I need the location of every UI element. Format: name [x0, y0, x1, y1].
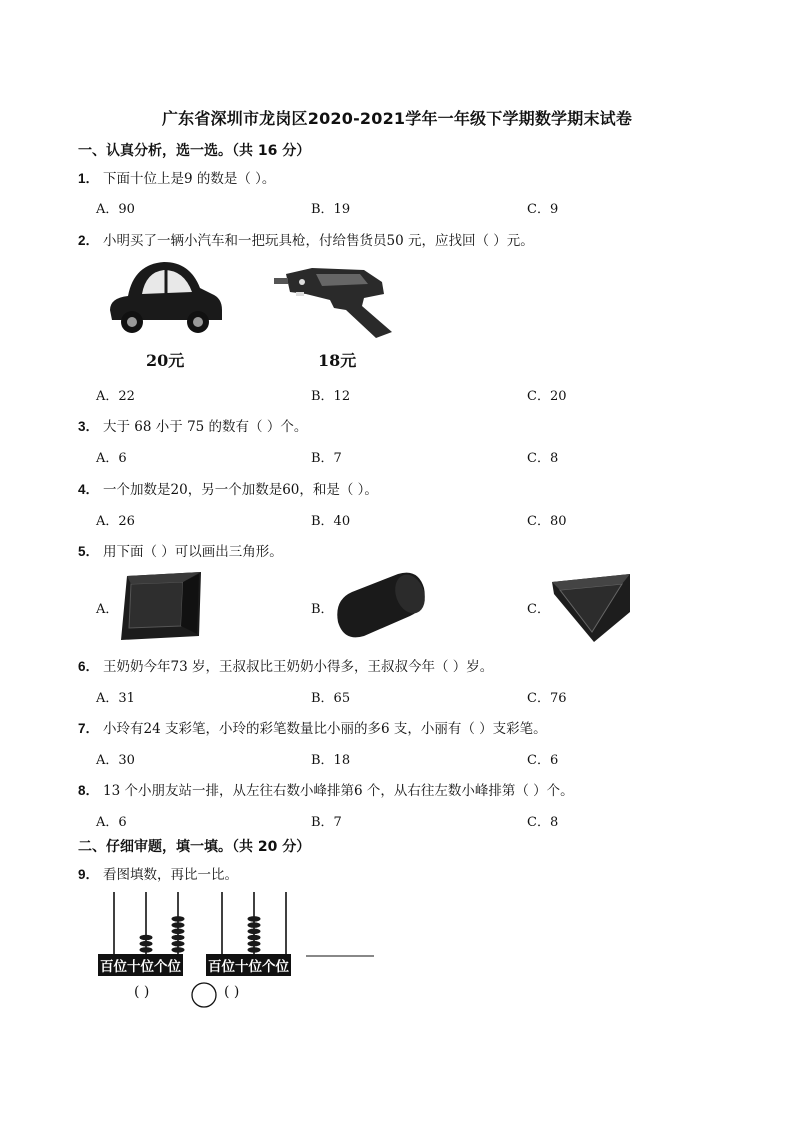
- question-text: 用下面（ ）可以画出三角形。: [103, 544, 283, 560]
- section-heading-2: 二、仔细审题，填一填。（共 20 分）: [78, 839, 311, 855]
- question-text: 大于 68 小于 75 的数有（ ）个。: [103, 419, 308, 435]
- option-b: B．65: [311, 691, 351, 706]
- question-text: 下面十位上是9 的数是（ ）。: [103, 171, 276, 187]
- abacus-bead: [248, 935, 261, 941]
- question-7: [78, 717, 547, 737]
- question-number: 6．: [78, 659, 100, 674]
- option-c: C．9: [527, 202, 559, 217]
- question-4: [78, 478, 378, 498]
- option-a: A．31: [96, 691, 135, 706]
- option-c: C．76: [527, 691, 567, 706]
- option-a: A．6: [96, 815, 127, 830]
- option-a: A．: [96, 602, 119, 617]
- question-number: 7．: [78, 721, 100, 736]
- car-price-label: 20元: [146, 351, 185, 370]
- option-c: C．8: [527, 815, 559, 830]
- abacus-left: [98, 890, 194, 956]
- question-6: [78, 655, 493, 675]
- abacus-place-label-right: 百位十位个位: [206, 954, 291, 976]
- abacus-bead: [248, 916, 261, 922]
- question-8: [78, 779, 574, 799]
- toy-car-icon: [106, 258, 226, 338]
- option-a: A．90: [96, 202, 135, 217]
- abacus-bead: [172, 947, 185, 953]
- abacus-bead: [248, 929, 261, 935]
- option-b: B．: [311, 602, 334, 617]
- option-c: C．8: [527, 451, 559, 466]
- question-5: [78, 540, 283, 560]
- option-a: A．26: [96, 514, 135, 529]
- abacus-bead: [172, 941, 185, 947]
- option-c: C．20: [527, 389, 567, 404]
- option-c: C．80: [527, 514, 567, 529]
- question-text: 一个加数是20，另一个加数是60，和是（ ）。: [103, 482, 378, 498]
- question-text: 小明买了一辆小汽车和一把玩具枪，付给售货员50 元，应找回（ ）元。: [103, 233, 534, 249]
- page-title: 广东省深圳市龙岗区2020-2021学年一年级下学期数学期末试卷: [161, 109, 633, 128]
- toy-gun-icon: [272, 264, 396, 342]
- question-2: [78, 229, 534, 249]
- question-9: [78, 863, 238, 883]
- option-b: B．40: [311, 514, 351, 529]
- abacus-place-label-left: 百位十位个位: [98, 954, 183, 976]
- option-b: B．12: [311, 389, 351, 404]
- abacus-bead: [140, 947, 153, 953]
- abacus-bead: [140, 941, 153, 947]
- question-number: 4．: [78, 482, 100, 497]
- question-text: 13 个小朋友站一排，从左往右数小峰排第6 个，从右往左数小峰排第（ ）个。: [103, 783, 574, 799]
- answer-blank-line: [306, 954, 376, 958]
- abacus-bead: [172, 935, 185, 941]
- question-number: 8．: [78, 783, 100, 798]
- abacus-bead: [248, 922, 261, 928]
- section-heading-1: 一、认真分析，选一选。（共 16 分）: [78, 143, 311, 159]
- question-number: 9．: [78, 867, 100, 882]
- option-a: A．6: [96, 451, 127, 466]
- question-number: 3．: [78, 419, 100, 434]
- answer-blank-right[interactable]: ( ): [224, 984, 240, 1000]
- triangular-prism-icon: [550, 570, 634, 644]
- abacus-bead: [172, 922, 185, 928]
- question-text: 看图填数，再比一比。: [103, 867, 239, 883]
- option-b: B．19: [311, 202, 351, 217]
- question-number: 1．: [78, 171, 100, 186]
- option-a: A．30: [96, 753, 135, 768]
- option-c: C．6: [527, 753, 559, 768]
- question-text: 小玲有24 支彩笔，小玲的彩笔数量比小丽的多6 支，小丽有（ ）支彩笔。: [103, 721, 547, 737]
- abacus-bead: [248, 941, 261, 947]
- question-number: 2．: [78, 233, 100, 248]
- compare-circle-icon[interactable]: [190, 981, 218, 1009]
- answer-blank-left[interactable]: ( ): [134, 984, 150, 1000]
- question-3: [78, 415, 307, 435]
- abacus-bead: [172, 929, 185, 935]
- abacus-bead: [248, 947, 261, 953]
- question-number: 5．: [78, 544, 100, 559]
- option-b: B．7: [311, 451, 342, 466]
- question-1: [78, 167, 275, 187]
- abacus-bead: [172, 916, 185, 922]
- option-c: C．: [527, 602, 550, 617]
- question-text: 王奶奶今年73 岁，王叔叔比王奶奶小得多，王叔叔今年（ ）岁。: [103, 659, 494, 675]
- cube-icon: [119, 570, 203, 642]
- option-b: B．18: [311, 753, 351, 768]
- gun-price-label: 18元: [318, 351, 357, 370]
- option-a: A．22: [96, 389, 135, 404]
- abacus-right: [206, 890, 302, 956]
- cylinder-icon: [334, 570, 428, 642]
- option-b: B．7: [311, 815, 342, 830]
- abacus-bead: [140, 935, 153, 941]
